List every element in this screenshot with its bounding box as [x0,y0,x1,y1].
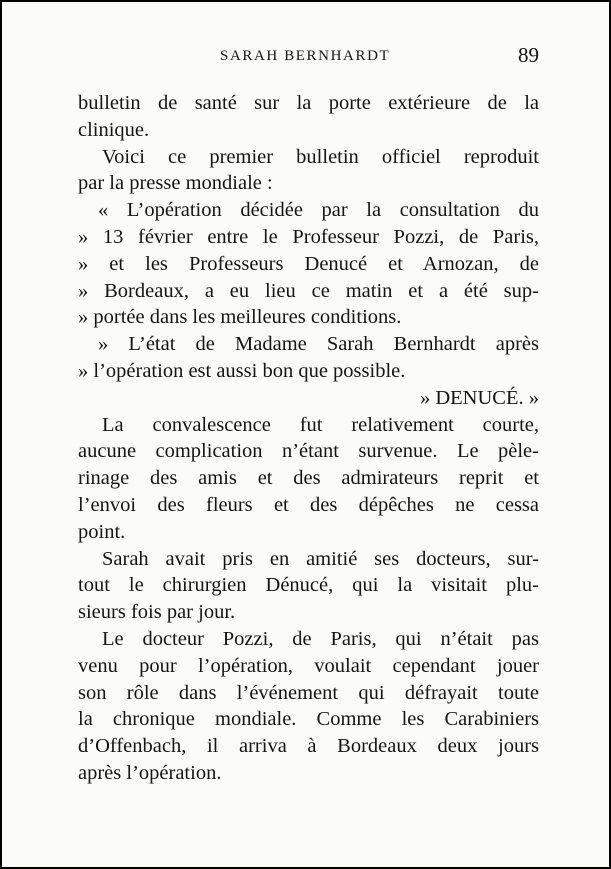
quote-line: » L’état de Madame Sarah Bernhardt après [98,333,539,356]
quote-line: » 13 février entre le Professeur Pozzi, de Paris, [78,225,539,248]
text-line: clinique. [78,118,150,141]
text-line: la chronique mondiale. Comme les Carabiniers [78,708,539,731]
text-line: aucune complication n’étant survenue. Le pèle- [78,440,539,463]
quote-line: » Bordeaux, a eu lieu ce matin et a été sup- [78,279,539,302]
body-text [78,90,539,787]
text-line: l’envoi des fleurs et des dépêches ne cessa [78,493,539,516]
quote-line: » l’opération est aussi bon que possible. [78,359,406,382]
text-line: point. [78,520,126,543]
text-line: tout le chirurgien Dénucé, qui la visitait plu- [78,574,539,597]
text-line: venu pour l’opération, voulait cependant jouer [78,654,539,677]
text-line: son rôle dans l’événement qui défrayait toute [78,681,539,704]
quote-line: » portée dans les meilleures conditions. [78,306,402,329]
quote-line: » et les Professeurs Denucé et Arnozan, de [78,252,539,275]
text-line: bulletin de santé sur la porte extérieure de la [78,92,539,114]
text-line: Voici ce premier bulletin officiel reproduit [102,145,539,168]
text-line: Le docteur Pozzi, de Paris, qui n’était pas [102,627,539,650]
quote-signature: » DENUCÉ. » [419,386,539,409]
running-head: SARAH BERNHARDT [220,48,391,64]
text-line: La convalescence fut relativement courte, [102,413,539,436]
text-line: d’Offenbach, il arriva à Bordeaux deux jours [78,735,539,758]
page-number: 89 [518,43,539,67]
text-line: par la presse mondiale : [78,172,273,195]
text-line: rinage des amis et des admirateurs reprit et [78,467,539,490]
text-line: sieurs fois par jour. [78,601,236,624]
text-line: après l’opération. [78,761,222,784]
text-line: Sarah avait pris en amitié ses docteurs, sur- [102,547,539,570]
quote-line: « L’opération décidée par la consultation du [98,199,539,222]
